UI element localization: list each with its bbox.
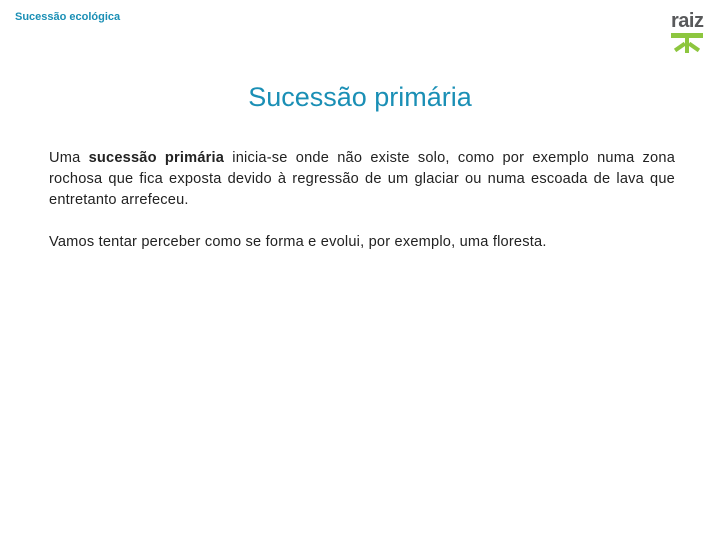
slide-title: Sucessão primária [248, 82, 472, 112]
paragraph-forest: Vamos tentar perceber como se forma e evolui, por exemplo, uma floresta. [49, 234, 547, 250]
logo-wordmark: raiz [671, 10, 704, 32]
presentation-header-title: Sucessão ecológica [15, 11, 121, 23]
bold-term: sucessão primária [88, 150, 225, 166]
raiz-logo [668, 10, 708, 54]
paragraph-prefix: Uma [49, 150, 89, 166]
sprout-icon [671, 33, 703, 53]
slide-body [49, 148, 675, 253]
paragraph-primary-succession [49, 148, 675, 211]
paragraph-suffix: inicia-se onde não existe solo, como por exemplo numa zona rochosa que fica exposta devido à regressão de um glaciar ou numa escoada de lava que entretanto arrefeceu. [49, 150, 676, 208]
